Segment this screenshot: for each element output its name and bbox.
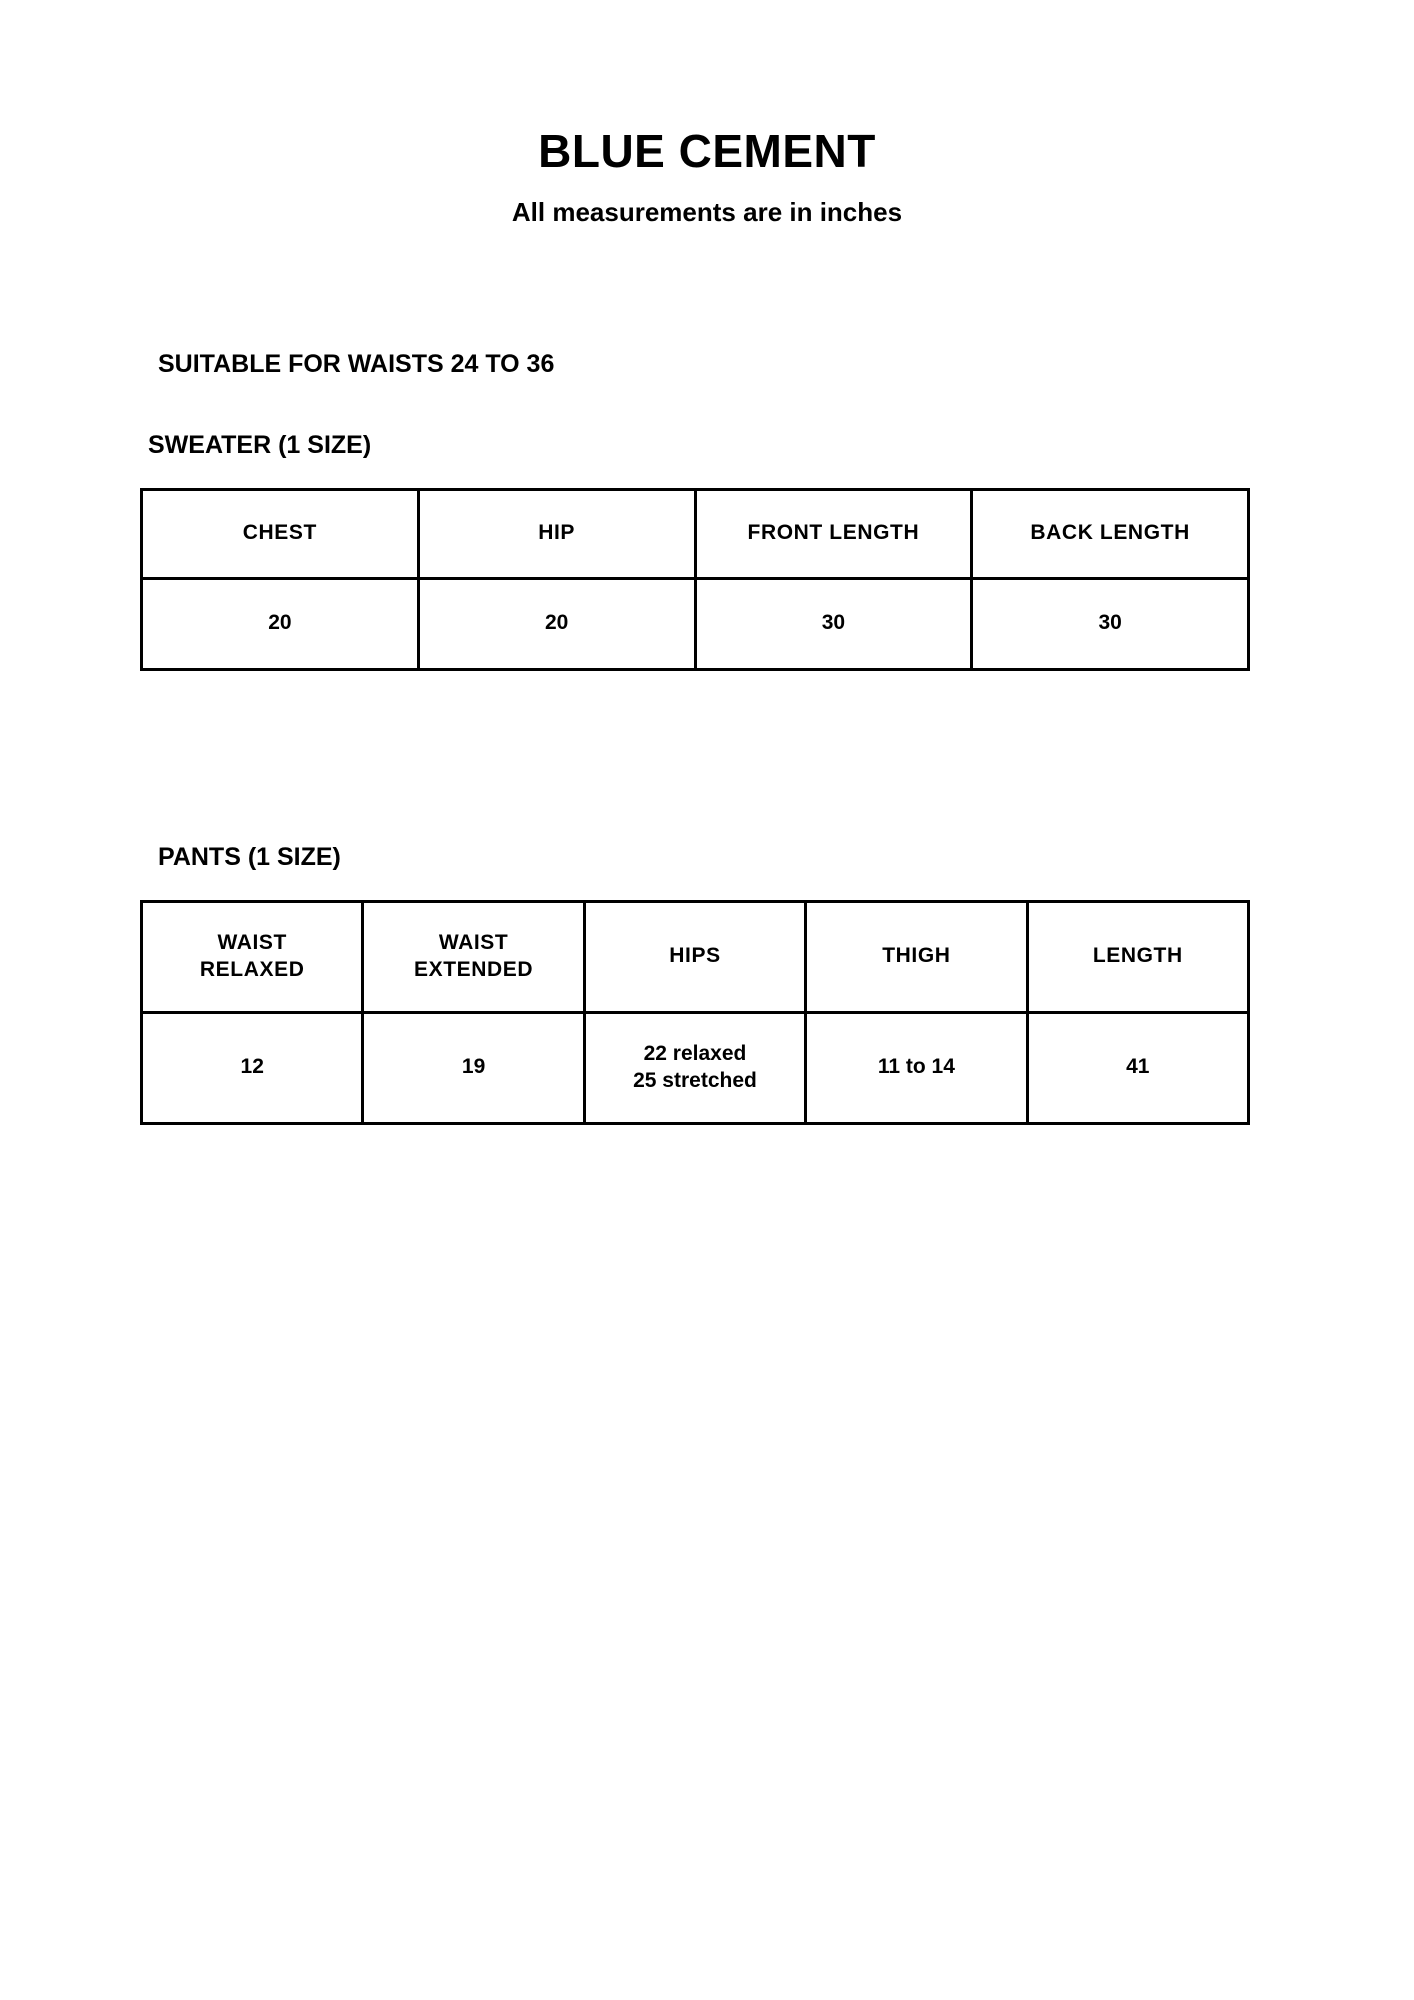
sweater-header-hip: HIP bbox=[418, 489, 695, 578]
pants-header-length: LENGTH bbox=[1027, 901, 1248, 1012]
pants-size-table bbox=[140, 900, 1250, 1125]
table-row bbox=[142, 578, 1249, 669]
sweater-section bbox=[140, 431, 1274, 671]
table-row bbox=[142, 1012, 1249, 1123]
pants-value-waist-extended: 19 bbox=[363, 1012, 584, 1123]
document-content bbox=[0, 350, 1414, 1125]
sweater-header-back-length: BACK LENGTH bbox=[972, 489, 1249, 578]
sweater-header-front-length: FRONT LENGTH bbox=[695, 489, 972, 578]
pants-value-hips-stretched: 25 stretched bbox=[633, 1068, 757, 1092]
sweater-header-chest: CHEST bbox=[142, 489, 419, 578]
pants-header-thigh: THIGH bbox=[806, 901, 1027, 1012]
pants-value-waist-relaxed: 12 bbox=[142, 1012, 363, 1123]
pants-header-waist-extended-line2: EXTENDED bbox=[414, 957, 534, 981]
pants-section bbox=[140, 843, 1274, 1125]
pants-value-hips-relaxed: 22 relaxed bbox=[643, 1042, 747, 1066]
pants-header-waist-relaxed bbox=[142, 901, 363, 1012]
pants-header-waist-relaxed-line1: WAIST bbox=[217, 931, 287, 955]
pants-value-thigh: 11 to 14 bbox=[806, 1012, 1027, 1123]
pants-header-waist-extended-line1: WAIST bbox=[438, 931, 509, 955]
sweater-value-chest: 20 bbox=[142, 578, 419, 669]
document-header bbox=[0, 0, 1414, 228]
pants-value-length: 41 bbox=[1027, 1012, 1248, 1123]
sweater-section-title: SWEATER (1 SIZE) bbox=[148, 430, 372, 459]
sweater-value-back-length: 30 bbox=[972, 578, 1249, 669]
sweater-value-front-length: 30 bbox=[695, 578, 972, 669]
brand-title: BLUE CEMENT bbox=[538, 125, 876, 177]
measurement-units-note: All measurements are in inches bbox=[511, 196, 903, 227]
table-header-row bbox=[142, 489, 1249, 578]
table-header-row bbox=[142, 901, 1249, 1012]
pants-header-waist-relaxed-line2: RELAXED bbox=[199, 957, 305, 981]
pants-value-hips bbox=[584, 1012, 805, 1123]
pants-section-title: PANTS (1 SIZE) bbox=[158, 842, 341, 871]
pants-header-hips: HIPS bbox=[584, 901, 805, 1012]
pants-header-waist-extended bbox=[363, 901, 584, 1012]
sweater-value-hip: 20 bbox=[418, 578, 695, 669]
suitable-for-waists-note: SUITABLE FOR WAISTS 24 TO 36 bbox=[158, 349, 555, 378]
sweater-size-table bbox=[140, 488, 1250, 671]
